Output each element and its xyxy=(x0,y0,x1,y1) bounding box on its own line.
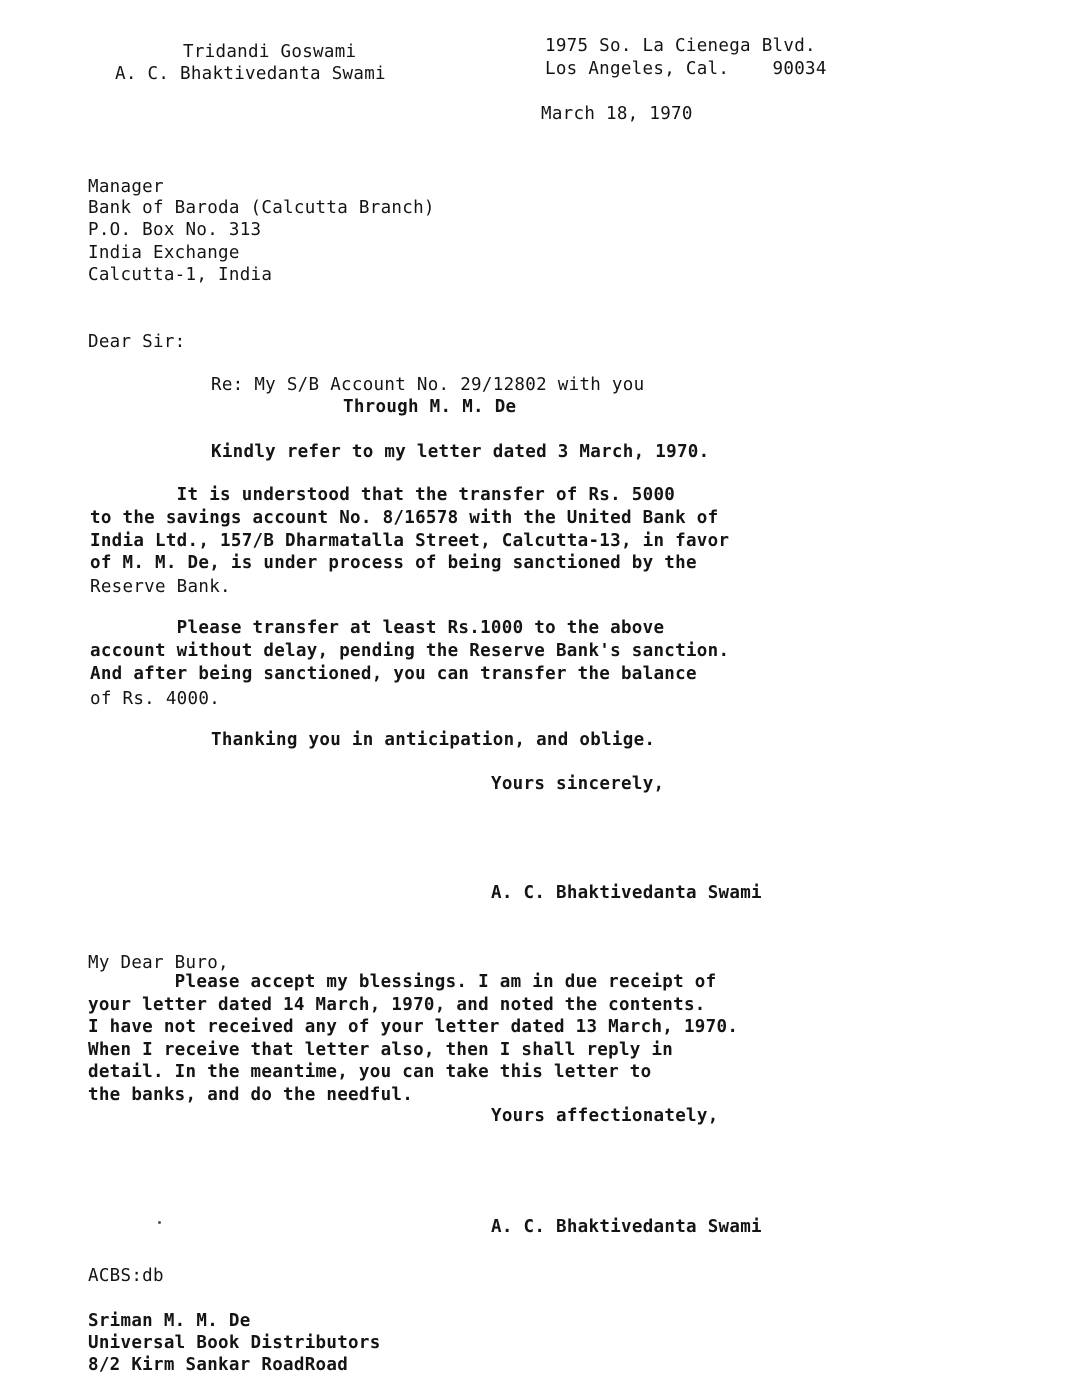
second-letter-line: your letter dated 14 March, 1970, and noted the contents. xyxy=(88,995,706,1015)
salutation: Dear Sir: xyxy=(88,332,186,352)
cc-line: Universal Book Distributors xyxy=(88,1333,381,1353)
ink-speck xyxy=(158,1221,161,1224)
body-paragraph: Thanking you in anticipation, and oblige. xyxy=(211,730,656,750)
second-letter-line: detail. In the meantime, you can take this letter to xyxy=(88,1062,652,1082)
body-paragraph: Kindly refer to my letter dated 3 March, 1970. xyxy=(211,442,710,462)
body-line: of Rs. 4000. xyxy=(90,689,221,709)
second-signature: A. C. Bhaktivedanta Swami xyxy=(491,1217,762,1237)
second-letter-line: When I receive that letter also, then I shall reply in xyxy=(88,1040,674,1060)
recipient-line: India Exchange xyxy=(88,243,240,263)
subject-line: Re: My S/B Account No. 29/12802 with you xyxy=(211,375,645,395)
recipient-line: Calcutta-1, India xyxy=(88,265,273,285)
recipient-line: Bank of Baroda (Calcutta Branch) xyxy=(88,198,435,218)
body-line: to the savings account No. 8/16578 with the United Bank of xyxy=(90,508,719,528)
sender-title: A. C. Bhaktivedanta Swami xyxy=(115,64,386,84)
letter-date: March 18, 1970 xyxy=(541,104,693,124)
body-line: Please transfer at least Rs.1000 to the above xyxy=(90,618,665,638)
second-letter-line: Please accept my blessings. I am in due receipt of xyxy=(88,972,717,992)
body-line: India Ltd., 157/B Dharmatalla Street, Calcutta-13, in favor xyxy=(90,531,730,551)
sender-address-city: Los Angeles, Cal. 90034 xyxy=(545,59,827,79)
body-line: of M. M. De, is under process of being sanctioned by the xyxy=(90,553,697,573)
cc-line: 8/2 Kirm Sankar RoadRoad xyxy=(88,1355,349,1375)
subject-line: Through M. M. De xyxy=(343,397,517,417)
sender-address-street: 1975 So. La Cienega Blvd. xyxy=(545,36,816,56)
body-line: It is understood that the transfer of Rs. 5000 xyxy=(90,485,676,505)
second-letter-line: I have not received any of your letter dated 13 March, 1970. xyxy=(88,1017,739,1037)
reference-initials: ACBS:db xyxy=(88,1266,164,1286)
recipient-line: P.O. Box No. 313 xyxy=(88,220,262,240)
second-closing: Yours affectionately, xyxy=(491,1106,719,1126)
body-line: And after being sanctioned, you can transfer the balance xyxy=(90,664,697,684)
signature: A. C. Bhaktivedanta Swami xyxy=(491,883,762,903)
sender-name: Tridandi Goswami xyxy=(183,42,357,62)
closing: Yours sincerely, xyxy=(491,774,665,794)
cc-line: Sriman M. M. De xyxy=(88,1311,251,1331)
second-salutation: My Dear Buro, xyxy=(88,953,229,973)
body-line: account without delay, pending the Reserve Bank's sanction. xyxy=(90,641,730,661)
body-line: Reserve Bank. xyxy=(90,577,231,597)
recipient-line: Manager xyxy=(88,177,164,197)
second-letter-line: the banks, and do the needful. xyxy=(88,1085,414,1105)
